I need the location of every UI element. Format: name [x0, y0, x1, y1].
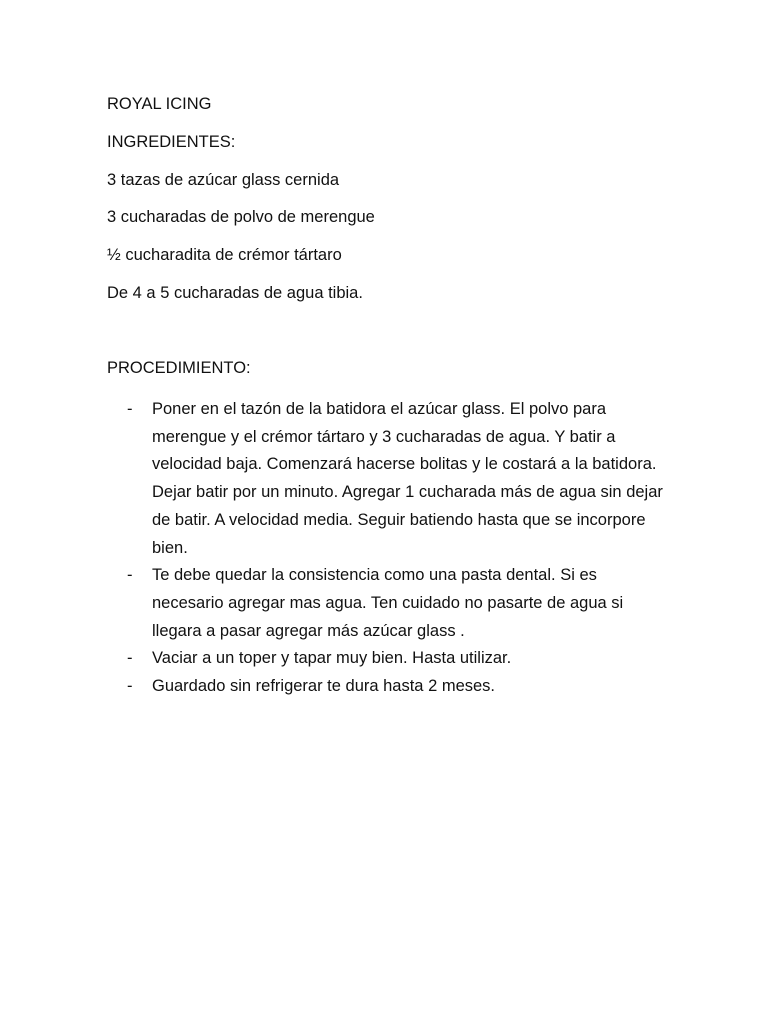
dash-bullet: -	[127, 400, 133, 418]
ingredient-item: 3 tazas de azúcar glass cernida	[107, 171, 340, 189]
procedure-step-text: Vaciar a un toper y tapar muy bien. Hasta utilizar.	[152, 649, 512, 668]
ingredient-item: 3 cucharadas de polvo de merengue	[107, 208, 375, 226]
procedure-heading: PROCEDIMIENTO:	[107, 359, 251, 377]
procedure-steps-list	[107, 396, 667, 701]
procedure-step	[107, 396, 667, 562]
dash-bullet: -	[127, 649, 133, 668]
ingredients-heading: INGREDIENTES:	[107, 133, 236, 151]
procedure-step	[107, 562, 667, 645]
recipe-title: ROYAL ICING	[107, 95, 212, 113]
dash-bullet: -	[127, 677, 133, 696]
procedure-step	[107, 645, 667, 673]
procedure-step	[107, 673, 667, 701]
procedure-step-text: Te debe quedar la consistencia como una pasta dental. Si es necesario agregar mas agua. Ten cuidado no pasarte de agua si llegara a pasar agregar más azúcar glass .	[152, 566, 624, 640]
ingredient-item: ½ cucharadita de crémor tártaro	[107, 246, 342, 264]
dash-bullet: -	[127, 566, 133, 585]
procedure-step-text: Guardado sin refrigerar te dura hasta 2 meses.	[152, 677, 496, 696]
ingredient-item: De 4 a 5 cucharadas de agua tibia.	[107, 284, 363, 302]
procedure-step-text: Poner en el tazón de la batidora el azúcar glass. El polvo para merengue y el crémor tártaro y 3 cucharadas de agua. Y batir a velocidad baja. Comenzará hacerse bolitas y le costará a la batidora. Dejar batir por un minuto. Agregar 1 cucharada más de agua sin dejar de batir. A velocidad media. Seguir batiendo hasta que se incorpore bien.	[152, 400, 663, 557]
